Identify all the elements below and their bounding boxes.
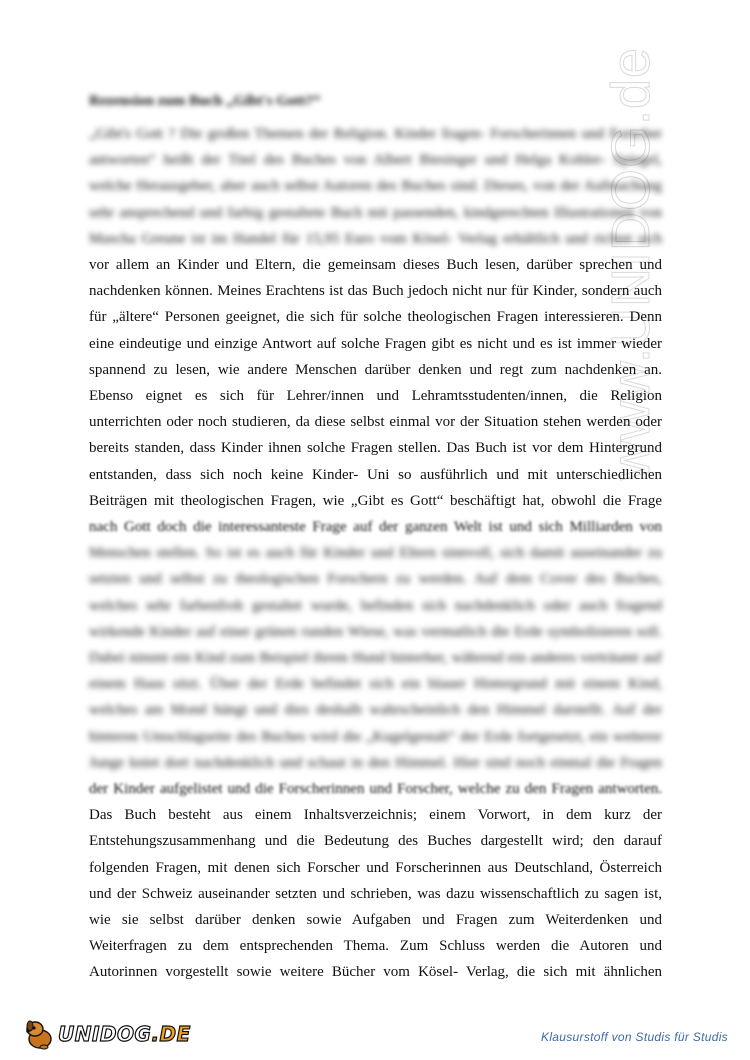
logo-wordmark: UNIDOG.DE [58, 1022, 191, 1046]
body-line: Mascha Greune ist im Handel für 15,95 Euro vom Kösel- Verlag erhältlich und richtet sich [89, 230, 662, 247]
body-line: einem Haus sitzt. Über der Erde befindet sich ein blauer Hintergrund mit einem Kind, [89, 676, 662, 693]
body-line: nach Gott doch die interessanteste Frage auf der ganzen Welt ist und sich Milliarden von [89, 519, 662, 535]
body-line: der Kinder aufgelistet und die Forscherinnen und Forscher, welche zu den Fragen antworten. [89, 781, 662, 797]
body-line: „Gibt's Gott ? Die großen Themen der Religion. Kinder fragen- Forscherinnen und Forscher [89, 126, 662, 142]
document-title: Rezension zum Buch „Gibt's Gott?“ [89, 93, 321, 109]
body-line: Das Buch besteht aus einem Inhaltsverzeichnis; einem Vorwort, in dem kurz der [89, 807, 662, 824]
body-line: Entstehungszusammenhang und die Bedeutung des Buches dargestellt wird; den darauf [89, 833, 662, 850]
body-line: Autorinnen vorgestellt sowie weitere Bücher vom Kösel- Verlag, die sich mit ähnlichen [89, 964, 662, 981]
footer-slogan: Klausurstoff von Studis für Studis [541, 1030, 728, 1044]
body-line: bereits standen, dass Kinder ihnen solche Fragen stellen. Das Buch ist vor dem Hintergrund [89, 440, 662, 457]
body-line: Weiterfragen zu dem entsprechenden Thema. Zum Schluss werden die Autoren und [89, 938, 662, 955]
body-line: Ebenso eignet es sich für Lehrer/innen und Lehramtsstudenten/innen, die Religion [89, 388, 662, 404]
body-line: welches sehr farbenfroh gestaltet wurde, befinden sich nachdenklich oder auch fragend [89, 597, 662, 614]
body-line: entstanden, dass sich noch keine Kinder- Uni so ausführlich und mit unterschiedlichen [89, 466, 662, 483]
unidog-logo[interactable] [22, 1017, 191, 1051]
body-line: Beiträgen mit theologischen Fragen, wie „Gibt es Gott“ beschäftigt hat, obwohl die Frage [89, 492, 662, 509]
body-line: Dabei nimmt ein Kind zum Beispiel ihrem Hund hinterher, während ein anderes verträumt auf [89, 650, 662, 666]
body-line: nachdenken können. Meines Erachtens ist das Buch jedoch nicht nur für Kinder, sondern auch [89, 283, 662, 300]
body-line: und der Schweiz auseinander setzten und schrieben, was dazu wissenschaftlich zu sagen ist, [89, 885, 662, 902]
body-line: wie sie selbst darüber denken sowie Aufgaben und Fragen zum Weiterdenken und [89, 912, 662, 928]
body-line: Junge kniet dort nachdenklich und schaut in den Himmel. Hier sind noch einmal die Fragen [89, 754, 662, 771]
body-line: antworten“ heißt der Titel des Buches von Albert Biesinger und Helga Kohler- Spiegel, [89, 152, 662, 169]
body-line: welches am Mond hängt und dies deshalb wahrscheinlich den Himmel darstellt. Auf der [89, 702, 662, 719]
body-line: sehr ansprechend und farbig gestaltete Buch mit passenden, kindgerechten Illustrationen von [89, 204, 662, 221]
body-line: spannend zu lesen, wie andere Menschen darüber denken und regt zum nachdenken an. [89, 361, 662, 378]
body-line: vor allem an Kinder und Eltern, die gemeinsam dieses Buch lesen, darüber sprechen und [89, 257, 662, 273]
body-line: Menschen stellen. So ist es auch für Kinder und Eltern sinnvoll, sich damit auseinander zu [89, 545, 662, 562]
body-line: unterrichten oder noch studieren, da diese selbst einmal vor der Situation stehen werden oder [89, 414, 662, 431]
body-line: folgenden Fragen, mit denen sich Forscher und Forscherinnen aus Deutschland, Österreich [89, 859, 662, 876]
watermark: www.UNIDOG.de [601, 46, 661, 480]
body-line: hinteren Umschlagseite des Buches wird die „Kugelgestalt“ der Erde fortgesetzt, ein weiterer [89, 728, 662, 745]
body-line: welche Herausgeber, aber auch selbst Autoren des Buches sind. Dieses, von der Aufmachung [89, 178, 662, 195]
body-line: für „ältere“ Personen geeignet, die sich für solche theologischen Fragen interessieren. Denn [89, 309, 662, 326]
body-line: setzten und selbst zu theologischen Forschern zu werden. Auf dem Cover des Buches, [89, 571, 662, 588]
body-line: wirkende Kinder auf einer grünen runden Wiese, was vermutlich die Erde symbolisieren soll. [89, 623, 662, 640]
body-line: eine eindeutige und einzige Antwort auf solche Fragen gibt es nicht und es ist immer wieder [89, 335, 662, 352]
dog-mascot-icon [22, 1017, 56, 1051]
